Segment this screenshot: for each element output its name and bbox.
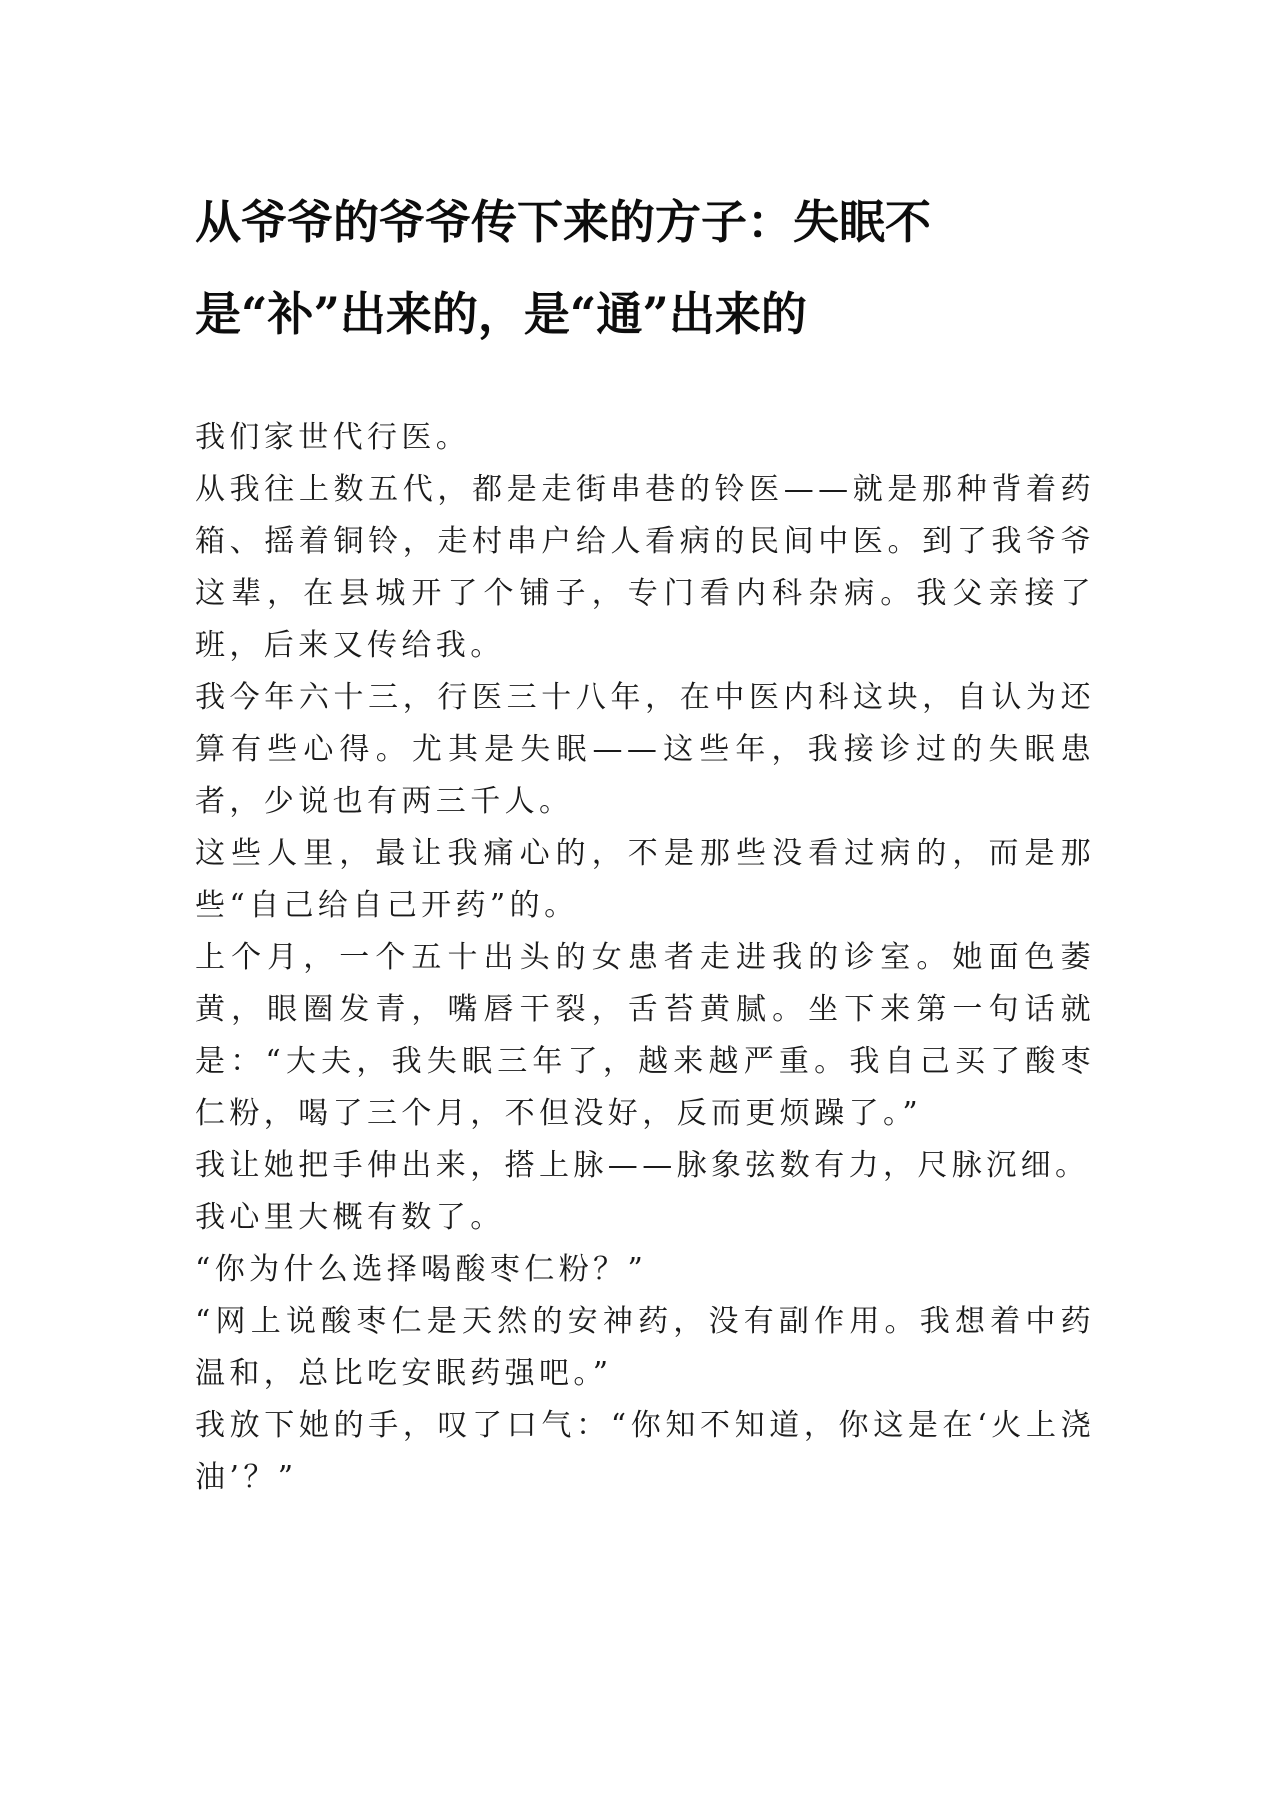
paragraph: 我放下她的手，叹了口气：“你知不知道，你这是在‘火上浇油’？” <box>195 1408 1095 1495</box>
paragraph: 从我往上数五代，都是走街串巷的铃医——就是那种背着药箱、摇着铜铃，走村串户给人看病的民间中医。到了我爷爷这辈，在县城开了个铺子，专门看内科杂病。我父亲接了班，后来又传给我。 <box>195 472 1095 663</box>
article-title: 从爷爷的爷爷传下来的方子：失眠不是“补”出来的，是“通”出来的 <box>195 195 931 341</box>
paragraph: 我心里大概有数了。 <box>195 1200 505 1235</box>
paragraph: 上个月，一个五十出头的女患者走进我的诊室。她面色萎黄，眼圈发青，嘴唇干裂，舌苔黄腻。坐下来第一句话就是：“大夫，我失眠三年了，越来越严重。我自己买了酸枣仁粉，喝了三个月，不但没好，反而更烦躁了。” <box>195 940 1095 1131</box>
document-page <box>195 176 1095 1504</box>
paragraph: 我今年六十三，行医三十八年，在中医内科这块，自认为还算有些心得。尤其是失眠——这些年，我接诊过的失眠患者，少说也有两三千人。 <box>195 680 1095 819</box>
paragraph: “你为什么选择喝酸枣仁粉？” <box>195 1252 648 1287</box>
article-body <box>195 412 1095 1504</box>
paragraph: 我们家世代行医。 <box>195 420 471 455</box>
paragraph: “网上说酸枣仁是天然的安神药，没有副作用。我想着中药温和，总比吃安眠药强吧。” <box>195 1304 1095 1391</box>
paragraph: 这些人里，最让我痛心的，不是那些没看过病的，而是那些“自己给自己开药”的。 <box>195 836 1095 923</box>
paragraph: 我让她把手伸出来，搭上脉——脉象弦数有力，尺脉沉细。 <box>195 1148 1090 1183</box>
